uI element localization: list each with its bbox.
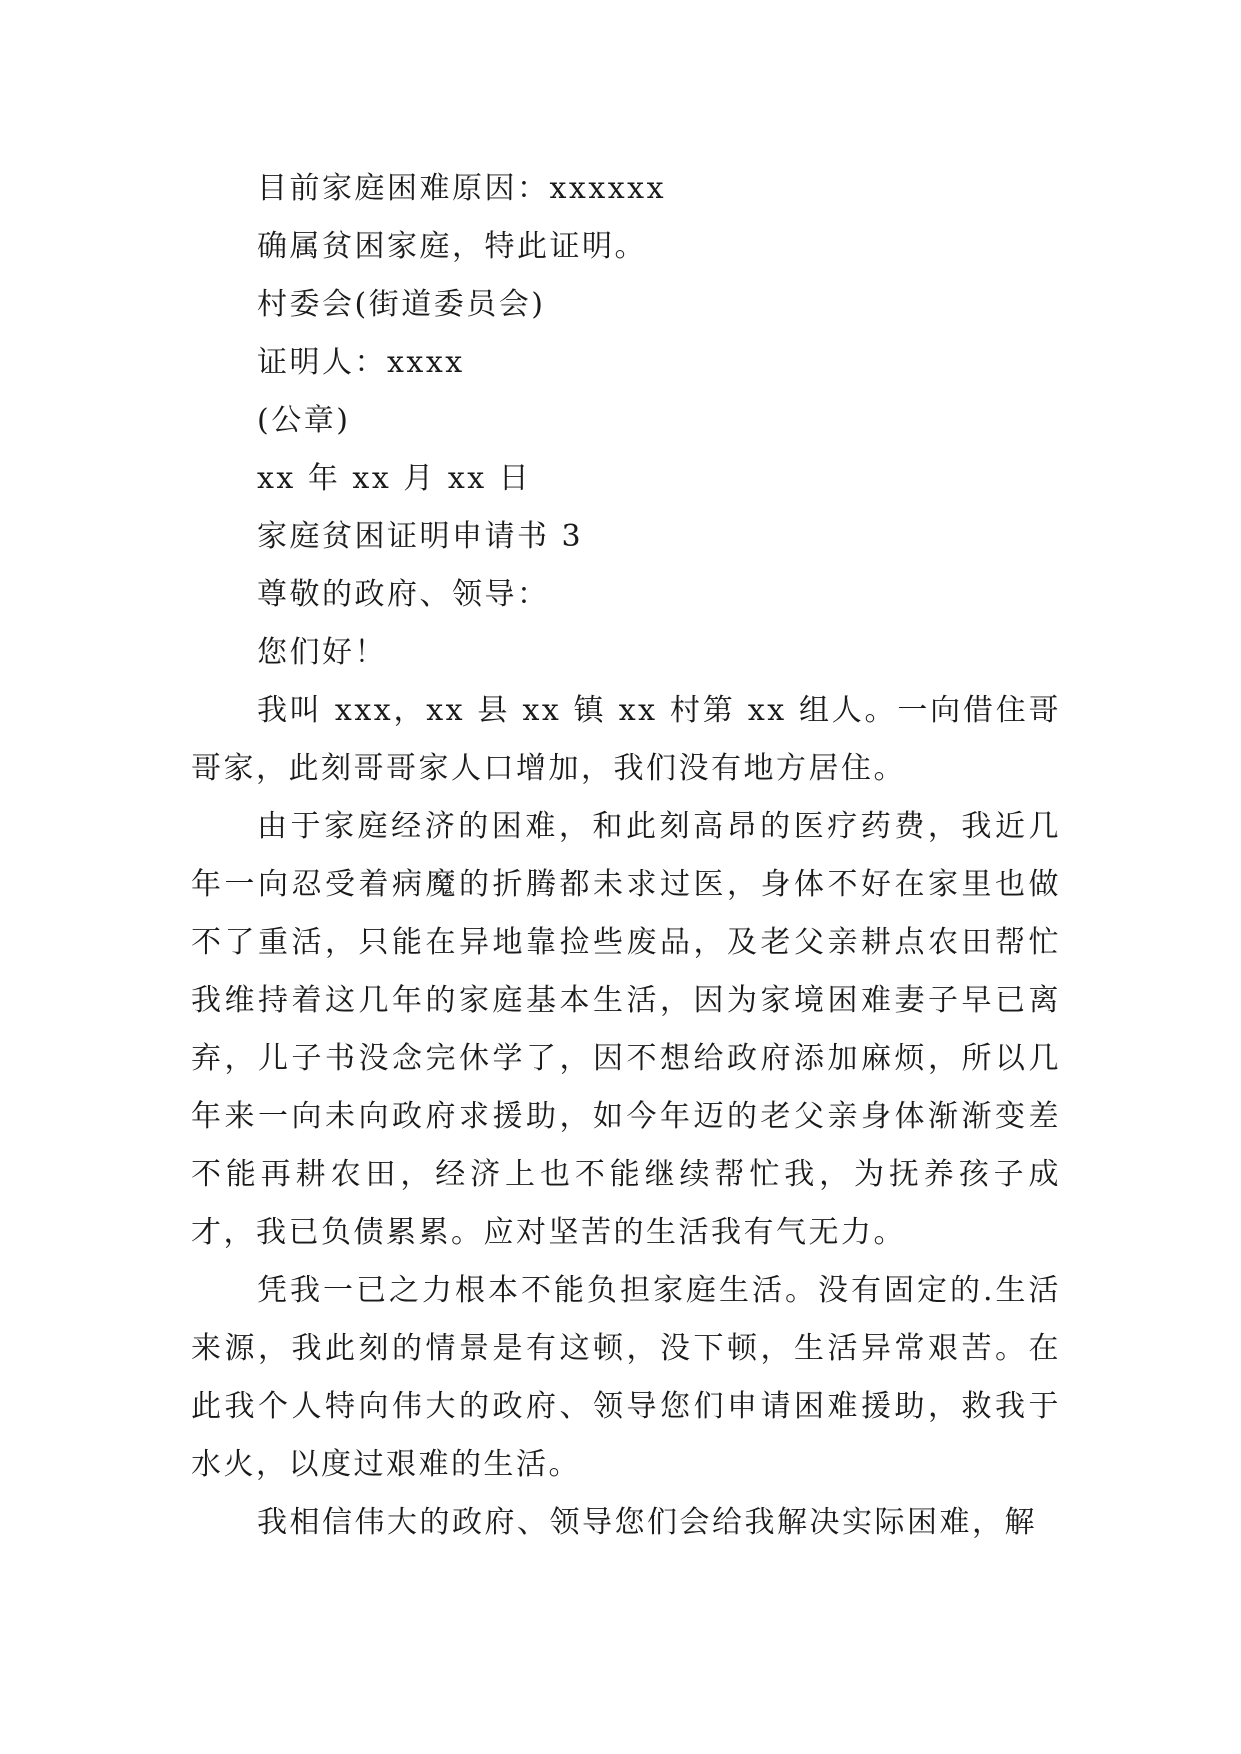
paragraph-request: 凭我一已之力根本不能负担家庭生活。没有固定的.生活来源，我此刻的情景是有这顿，没下顿，生活异常艰苦。在此我个人特向伟大的政府、领导您们申请困难援助，救我于水火，以度过艰难的生活。 (191, 1273, 1061, 1482)
certifier-line: 证明人：xxxx (257, 345, 465, 380)
official-seal-note: (公章) (257, 403, 351, 438)
paragraph-hardship: 由于家庭经济的困难，和此刻高昂的医疗药费，我近几年一向忍受着病魔的折腾都未求过医，身体不好在家里也做不了重活，只能在异地靠捡些废品，及老父亲耕点农田帮忙我维持着这几年的家庭基本生活，因为家境困难妻子早已离弃，儿子书没念完休学了，因不想给政府添加麻烦，所以几年来一向未向政府求援助，如今年迈的老父亲身体渐渐变差不能再耕农田，经济上也不能继续帮忙我，为抚养孩子成才，我已负债累累。应对坚苦的生活我有气无力。 (191, 809, 1061, 1250)
document-body (191, 160, 1061, 1552)
paragraph-introduction: 我叫 xxx，xx 县 xx 镇 xx 村第 xx 组人。一向借住哥哥家，此刻哥哥家人口增加，我们没有地方居住。 (191, 693, 1061, 786)
salutation: 尊敬的政府、领导： (257, 577, 550, 612)
issuing-committee: 村委会(街道委员会) (257, 287, 546, 322)
certification-statement: 确属贫困家庭，特此证明。 (257, 229, 647, 264)
greeting: 您们好！ (257, 635, 387, 670)
poverty-reason-line: 目前家庭困难原因：xxxxxx (257, 171, 667, 206)
application-title: 家庭贫困证明申请书 3 (257, 519, 584, 554)
date-line: xx 年 xx 月 xx 日 (257, 461, 532, 496)
paragraph-closing: 我相信伟大的政府、领导您们会给我解决实际困难，解 (257, 1505, 1037, 1540)
